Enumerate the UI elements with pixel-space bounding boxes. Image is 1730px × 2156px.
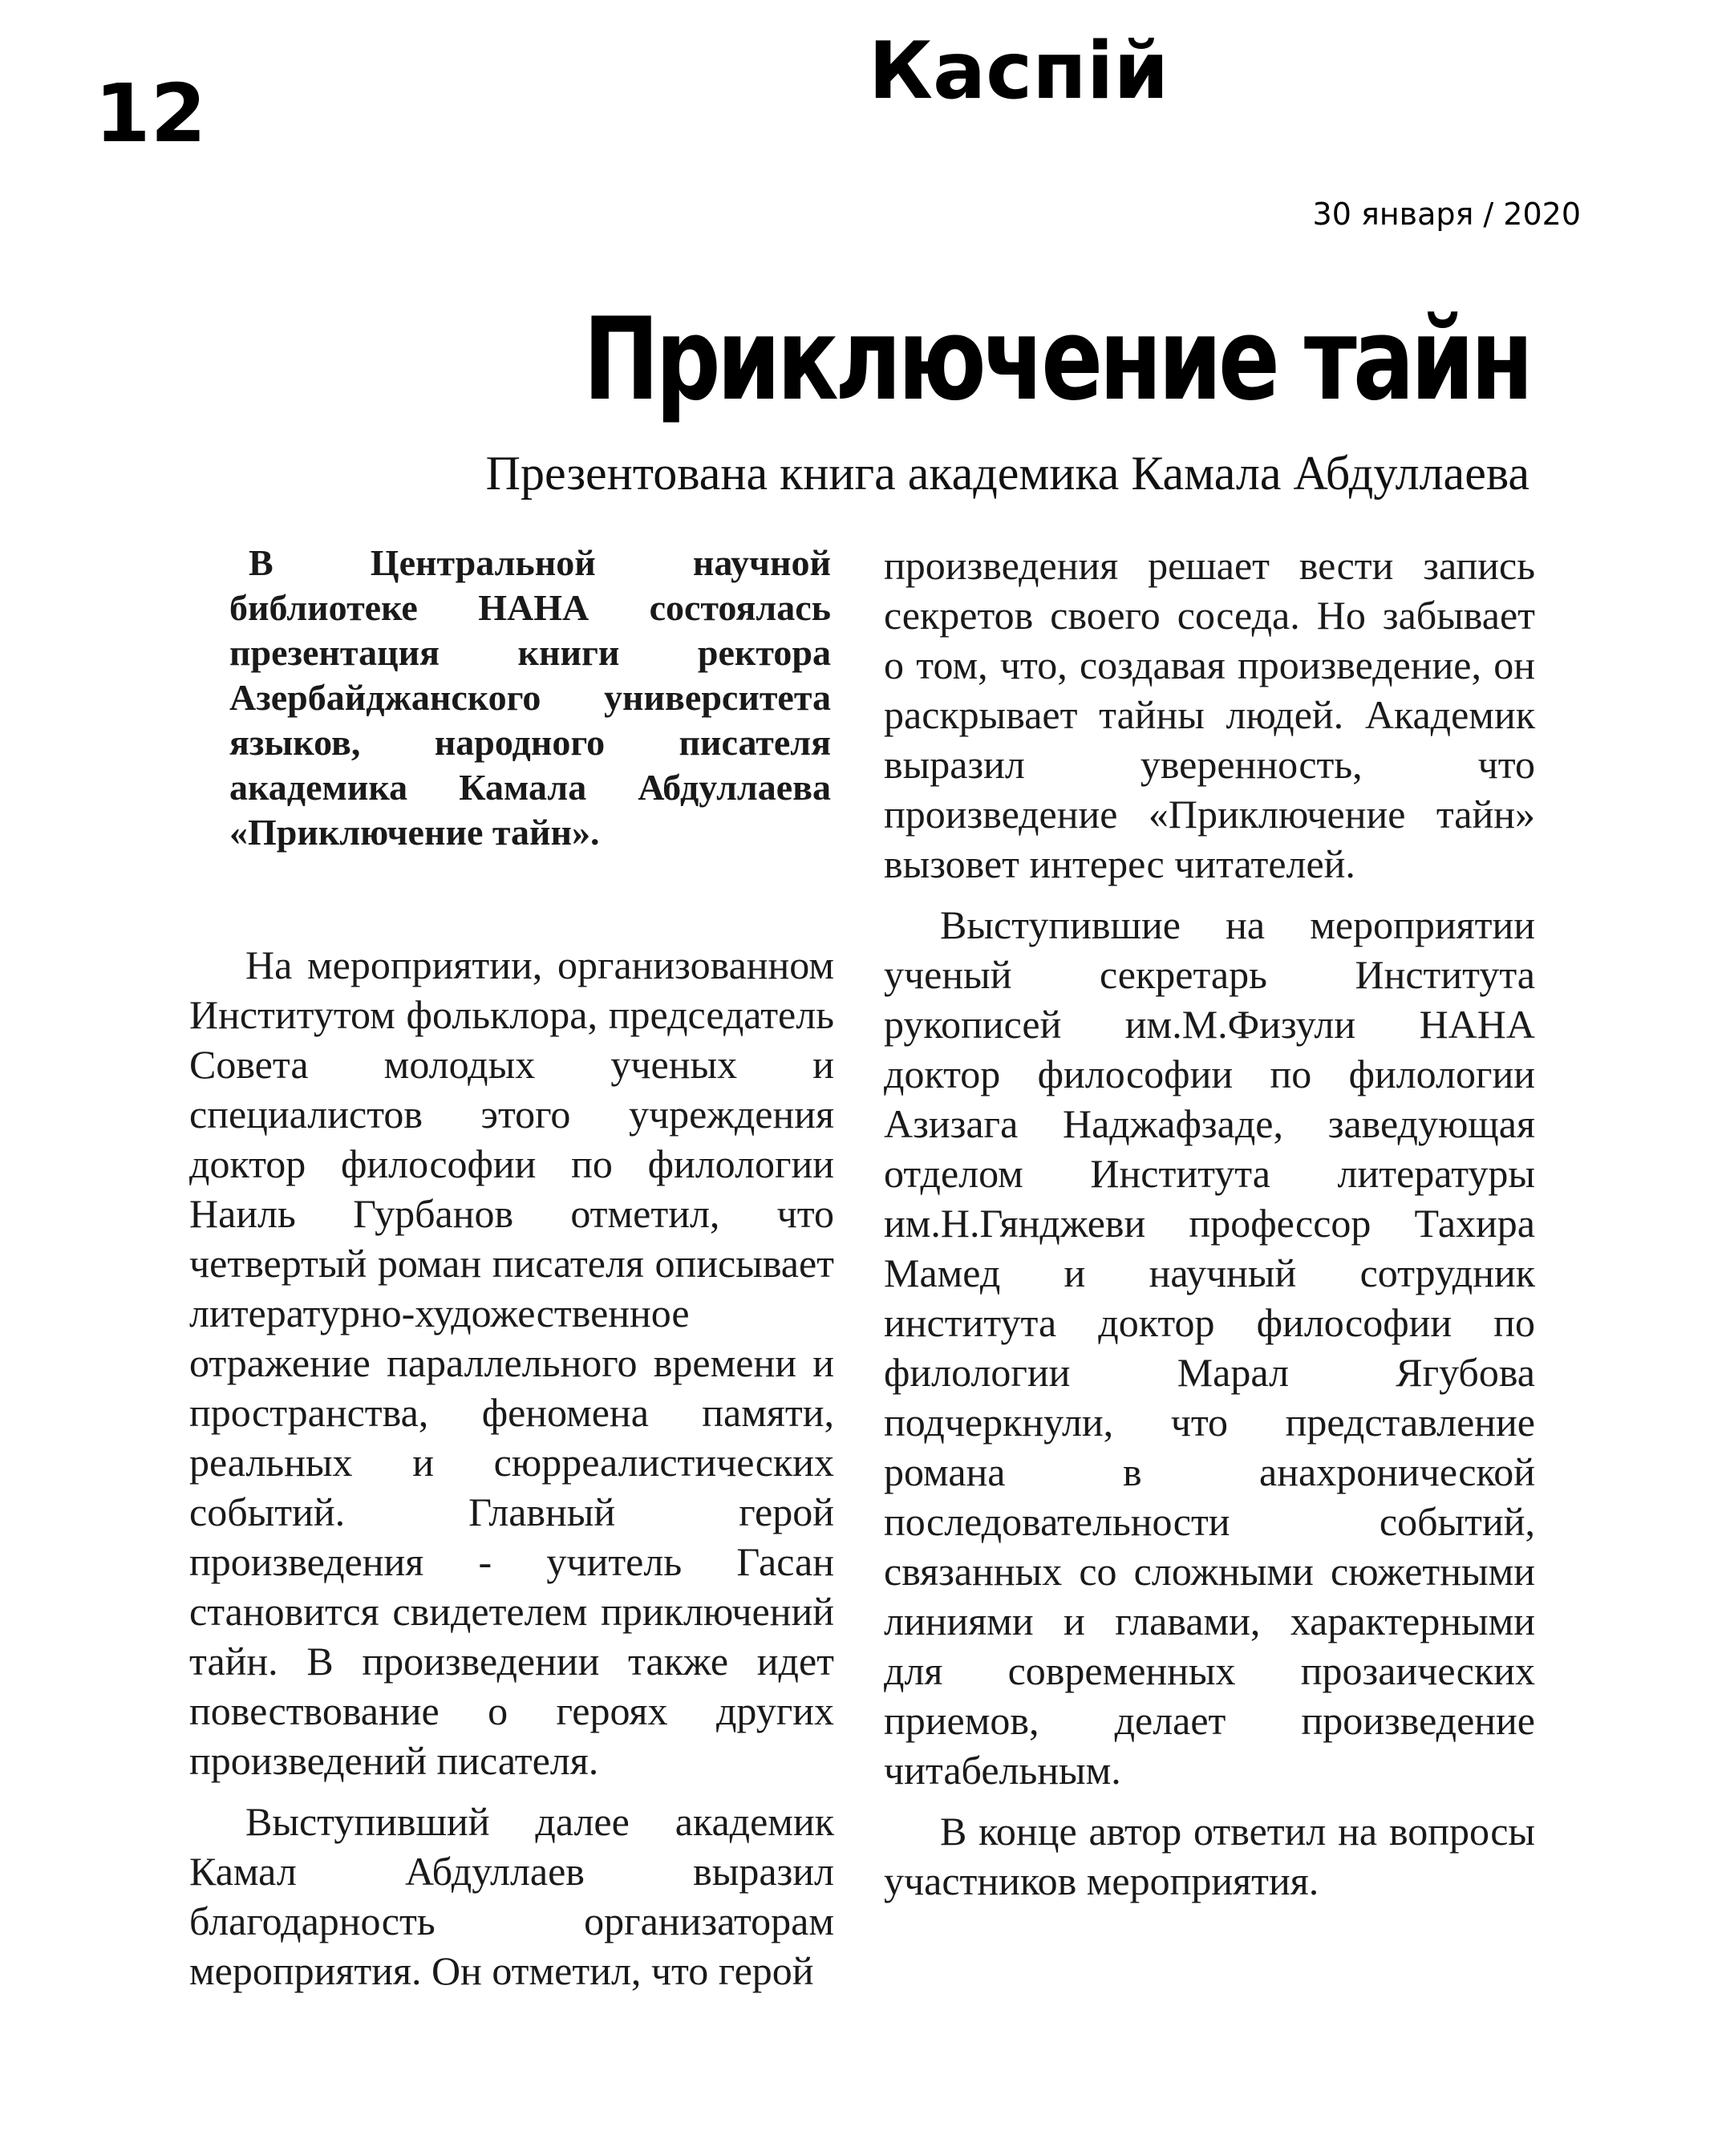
article-paragraph: Выступивший далее академик Камал Абдуллаев выразил благодарность организаторам мероприятия. Он отметил, что герой — [189, 1799, 834, 1993]
article-paragraph: Выступившие на мероприятии ученый секретарь Института рукописей им.М.Физули НАНА доктор философии по филологии Азизага Наджафзаде, заведующая отделом Института литературы им.Н.Гянджеви профессор Тахира Мамед и научный сотрудник института доктор философии по филологии Марал Ягубова подчеркнули, что представление романа в анахронической последовательности событий, связанных со сложными сюжетными линиями и главами, характерными для современных прозаических приемов, делает произведение читабельным. — [884, 902, 1535, 1793]
article-subheadline: Презентована книга академика Камала Абдуллаева — [485, 447, 1529, 500]
article-lead: В Центральной научной библиотеке НАНА состоялась презентация книги ректора Азербайджанского университета языков, народного писателя академика Камала Абдуллаева «Приключение тайн». — [229, 542, 831, 853]
article-column-left — [189, 541, 834, 1996]
article-column-right — [884, 541, 1535, 1906]
article-paragraph: На мероприятии, организованном Институтом фольклора, председатель Совета молодых ученых и специалистов этого учреждения доктор философии по филологии Наиль Гурбанов отметил, что четвертый роман писателя описывает литературно-художественное отражение параллельного времени и пространства, феномена памяти, реальных и сюрреалистических событий. Главный герой произведения - учитель Гасан становится свидетелем приключений тайн. В произведении также идет повествование о героях других произведений писателя. — [189, 942, 834, 1783]
newspaper-name: Каспiй — [868, 26, 1169, 117]
article-headline: Приключение тайн — [582, 294, 1529, 426]
issue-date: 30 января / 2020 — [1312, 197, 1581, 232]
article-paragraph: произведения решает вести запись секретов своего соседа. Но забывает о том, что, создавая произведение, он раскрывает тайны людей. Академик выразил уверенность, что произведение «Приключение тайн» вызовет интерес читателей. — [884, 543, 1535, 886]
page-number: 12 — [95, 67, 207, 160]
article-paragraph: В конце автор ответил на вопросы участников мероприятия. — [884, 1809, 1535, 1903]
